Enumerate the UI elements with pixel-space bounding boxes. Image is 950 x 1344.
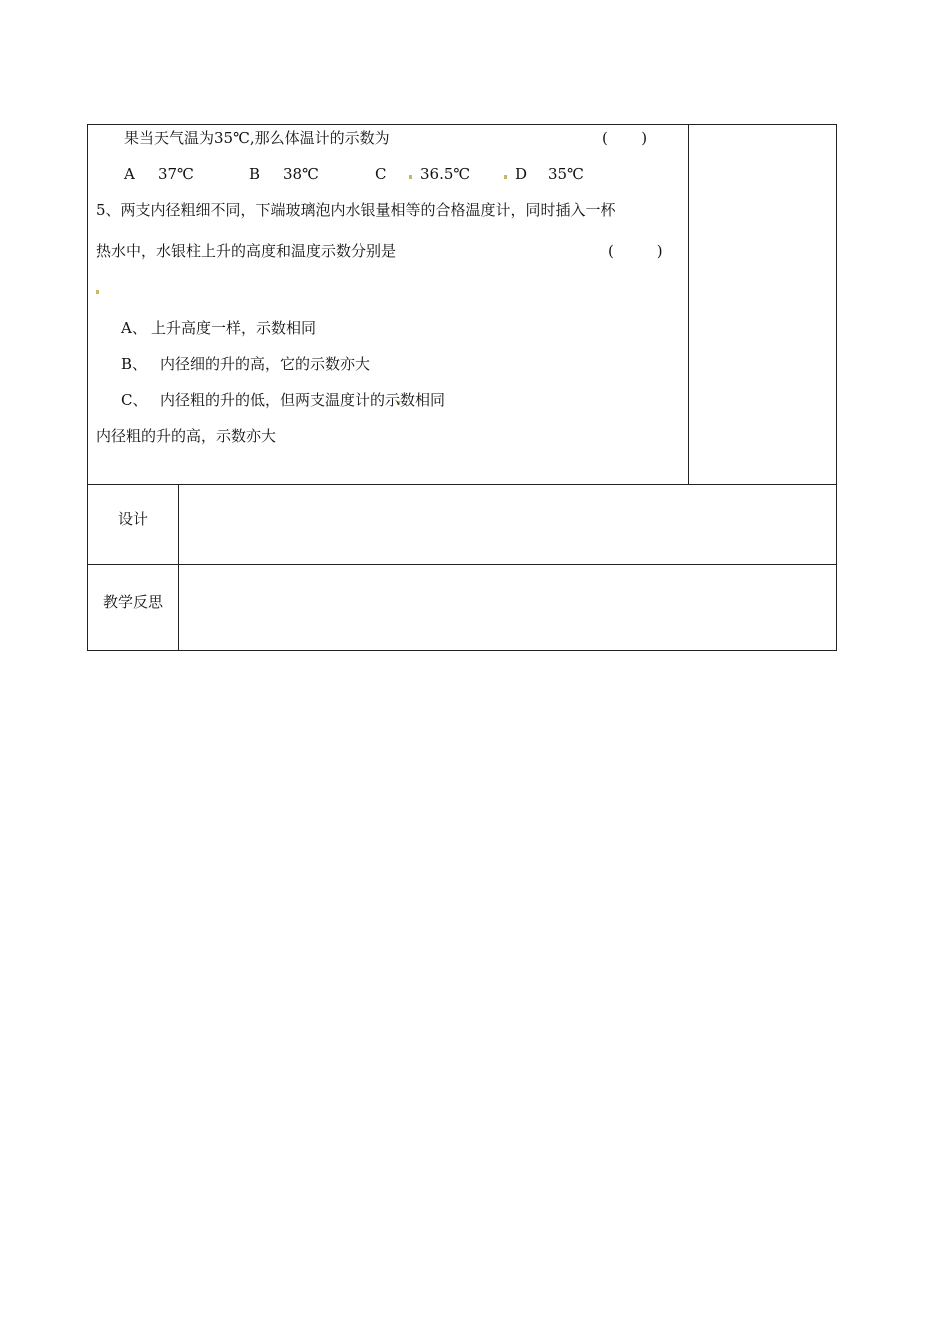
side-cell — [688, 124, 837, 485]
q4-option-b-value: 38℃ — [283, 165, 319, 183]
q5-option-c-text: 内径粗的升的低，但两支温度计的示数相同 — [160, 391, 446, 409]
q5-option-a-text: 上升高度一样，示数相同 — [151, 319, 317, 337]
design-content-cell — [178, 484, 837, 565]
q5-option-d-text: 内径粗的升的高，示数亦大 — [96, 427, 277, 445]
q4-answer-blank: ( ) — [602, 129, 648, 147]
scan-speck — [409, 175, 412, 179]
q4-option-a-letter: A — [124, 165, 135, 183]
scan-speck — [96, 290, 99, 294]
q5-option-b-letter: B、 — [121, 355, 148, 373]
q5-option-b-text: 内径细的升的高，它的示数亦大 — [160, 355, 371, 373]
q4-option-c-letter: C — [375, 165, 387, 183]
scan-speck — [504, 175, 507, 179]
reflection-content-cell — [178, 564, 837, 651]
q5-answer-blank: ( ) — [608, 242, 663, 260]
q4-option-d-value: 35℃ — [548, 165, 584, 183]
q5-option-a-letter: A、 — [121, 319, 147, 337]
reflection-label: 教学反思 — [102, 593, 163, 611]
q5-option-c-letter: C、 — [121, 391, 148, 409]
q4-option-b-letter: B — [249, 165, 261, 183]
q4-statement: 果当天气温为35℃,那么体温计的示数为 — [124, 129, 390, 147]
q4-option-a-value: 37℃ — [158, 165, 194, 183]
q5-statement-line2: 热水中，水银柱上升的高度和温度示数分别是 — [96, 242, 397, 260]
q4-option-c-value: 36.5℃ — [420, 165, 471, 183]
q5-statement-line1: 5、两支内径粗细不同，下端玻璃泡内水银量相等的合格温度计，同时插入一杯 — [96, 201, 616, 219]
q4-option-d-letter: D — [515, 165, 528, 183]
design-label: 设计 — [117, 510, 148, 528]
